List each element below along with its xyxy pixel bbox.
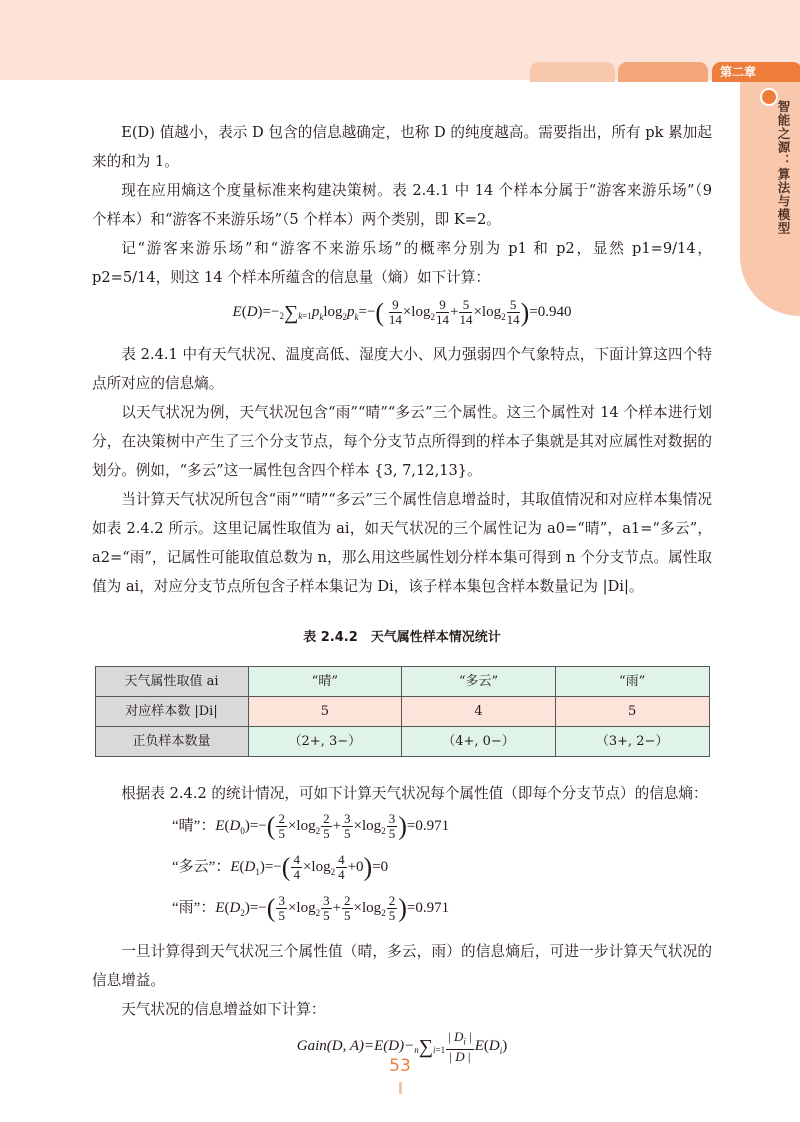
chapter-tab: 第二章	[712, 62, 800, 82]
table-row	[95, 697, 709, 727]
table-cell: （4+, 0−）	[402, 727, 556, 757]
row-header: 天气属性取值 ai	[95, 667, 248, 697]
entropy-result: =0.971	[406, 818, 450, 834]
row-header: 对应样本数 |Di|	[95, 697, 248, 727]
gain-equation: Gain(D, A)=E(D)−n∑i=1 $\frac{| D_i |}{| D |}$ $E(D_i)$	[296, 1029, 508, 1064]
paragraph: 现在应用熵这个度量标准来构建决策树。表 2.4.1 中 14 个样本分属于“游客来游乐场”（9 个样本）和“游客不来游乐场”（5 个样本）两个类别，即 K=2。	[92, 182, 712, 228]
table-row	[95, 667, 709, 697]
page-number: 53	[389, 1056, 411, 1076]
weather-table	[95, 666, 710, 757]
table-row	[95, 727, 709, 757]
tab-decor-1	[530, 62, 615, 82]
paragraph: 记“游客来游乐场”和“游客不来游乐场”的概率分别为 p1 和 p2，显然 p1=9/14，p2=5/14，则这 14 个样本所蕴含的信息量（熵）如下计算：	[92, 240, 712, 286]
paragraph: 一旦计算得到天气状况三个属性值（晴，多云，雨）的信息熵后，可进一步计算天气状况的信息增益。	[92, 943, 712, 989]
equation-result: =0.940	[529, 304, 572, 320]
paragraph: 当计算天气状况所包含“雨”“晴”“多云”三个属性信息增益时，其取值情况和对应样本集情况如表 2.4.2 所示。这里记属性取值为 ai，如天气状况的三个属性记为 a0=“晴”，a1=“多云”，a2=“雨”，记属性可能取值总数为 n，那么用这些属性划分样本集可得到 n 个分支节点。属性取值为 ai，对应分支节点所包含子样本集记为 Di，该子样本集包含样本数量记为 |Di|。	[92, 491, 712, 595]
entropy-cloudy: “多云”：$E(D_1)=-$( $\frac{4}{4}$ $\times\log_2$ $\frac{4}{4}$ +0)=0	[172, 852, 389, 883]
entropy-equation: $E(D)=-2\sum k=1p_k\log_2p_k=-$( $\frac{9}{14}$ $\times\log_2$ $\frac{9}{14}$ + $\frac{5}{14}$ $\times\log_2$ $\frac{5}{14}$ )=0.940	[232, 297, 572, 328]
table-cell: “晴”	[248, 667, 402, 697]
table-cell: 5	[555, 697, 709, 727]
table-cell: 5	[248, 697, 402, 727]
entropy-label: “雨”：	[172, 900, 216, 916]
page-tick	[399, 1082, 402, 1094]
tab-decor-2	[618, 62, 708, 82]
paragraph: E(D) 值越小，表示 D 包含的信息越确定，也称 D 的纯度越高。需要指出，所有 pk 累加起来的和为 1。	[92, 124, 712, 170]
table-cell: （2+, 3−）	[248, 727, 402, 757]
side-title: 智能之源：算法与模型	[776, 100, 791, 235]
entropy-result: =0	[372, 859, 389, 875]
paragraph: 天气状况的信息增益如下计算：	[121, 1001, 326, 1018]
table-cell: “多云”	[402, 667, 556, 697]
gain-lhs: Gain(D, A)=E(D)−	[296, 1038, 415, 1055]
table-cell: （3+, 2−）	[555, 727, 709, 757]
entropy-sunny: “晴”：$E(D_0)=-$( $\frac{2}{5}$ $\times\log_2$ $\frac{2}{5}$ + $\frac{3}{5}$ $\times\log_2$ $\frac{3}{5}$ )=0.971	[172, 811, 450, 842]
entropy-rainy: “雨”：$E(D_2)=-$( $\frac{3}{5}$ $\times\log_2$ $\frac{3}{5}$ + $\frac{2}{5}$ $\times\log_2$ $\frac{2}{5}$ )=0.971	[172, 893, 450, 924]
table-cell: “雨”	[555, 667, 709, 697]
paragraph: 根据表 2.4.2 的统计情况，可如下计算天气状况每个属性值（即每个分支节点）的信息熵：	[121, 785, 708, 802]
row-header: 正负样本数量	[95, 727, 248, 757]
entropy-label: “晴”：	[172, 818, 216, 834]
page-body	[92, 118, 712, 1074]
paragraph: 以天气状况为例，天气状况包含“雨”“晴”“多云”三个属性。这三个属性对 14 个样本进行划分，在决策树中产生了三个分支节点，每个分支节点所得到的样本子集就是其对应属性对数据的划分。例如，“多云”这一属性包含四个样本 {3, 7,12,13}。	[92, 404, 712, 479]
entropy-label: “多云”：	[172, 859, 231, 875]
table-cell: 4	[402, 697, 556, 727]
paragraph: 表 2.4.1 中有天气状况、温度高低、湿度大小、风力强弱四个气象特点，下面计算这四个特点所对应的信息熵。	[92, 346, 712, 392]
entropy-result: =0.971	[406, 900, 450, 916]
table-caption: 表 2.4.2 天气属性样本情况统计	[303, 630, 501, 645]
